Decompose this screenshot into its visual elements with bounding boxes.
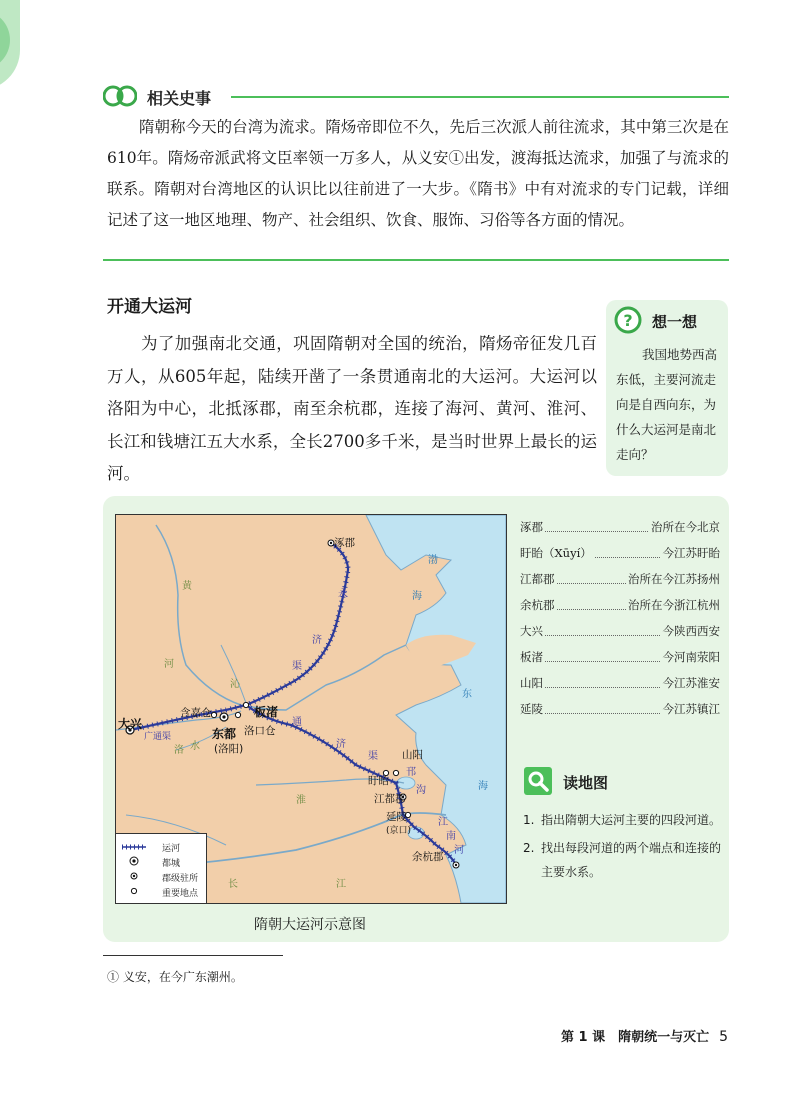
svg-text:?: ? <box>623 311 633 330</box>
page-footer <box>561 1026 728 1045</box>
river-label: 长 <box>228 879 238 890</box>
map-label-yanling: 延陵 <box>386 811 407 823</box>
list-item: 板渚 今河南荥阳 <box>520 644 720 670</box>
canal-label: 沟 <box>416 785 426 796</box>
map-label-jiangdujun: 江都郡 <box>374 793 406 805</box>
map-label-jingkou: (京口) <box>386 826 412 836</box>
river-label: 黄 <box>182 581 192 592</box>
canal-label: 南 <box>446 831 456 842</box>
water-label: 海 <box>412 591 422 602</box>
qin-river <box>221 645 246 703</box>
list-item: 余杭郡 治所在今浙江杭州 <box>520 592 720 618</box>
canal-label: 渠 <box>292 661 302 672</box>
place-list <box>520 514 720 722</box>
canal-label: 通 <box>292 717 302 728</box>
capital-marker-icon <box>120 855 148 867</box>
list-item: 江都郡 治所在今江苏扬州 <box>520 566 720 592</box>
place-marker-icon <box>120 885 148 897</box>
canal-label: 江 <box>438 817 448 828</box>
river-label: 河 <box>164 659 174 670</box>
map-label-dongdu: 东都 <box>212 727 237 741</box>
river-label: 江 <box>336 879 346 890</box>
canal-label: 河 <box>454 845 464 856</box>
water-label: 东 <box>462 689 472 700</box>
page-number: 5 <box>719 1029 728 1045</box>
river-label: 沁 <box>230 679 240 690</box>
list-item: 2. 找出每段河道的两个端点和连接的主要水系。 <box>523 841 722 879</box>
think-text <box>616 342 724 467</box>
map-label-luokoucang: 洛口仓 <box>244 725 276 737</box>
canal-label: 邗 <box>406 767 416 778</box>
related-history-text <box>107 112 729 236</box>
grand-canal-map <box>115 514 507 904</box>
map-label-zhuojun: 涿郡 <box>334 537 355 549</box>
section-title: 开通大运河 <box>107 297 192 317</box>
map-label-shanyang: 山阳 <box>402 749 423 761</box>
map-panel <box>103 496 729 942</box>
list-item: 1. 指出隋朝大运河主要的四段河道。 <box>523 813 722 827</box>
river-label: 淮 <box>296 795 306 806</box>
related-history-paragraph: 隋朝称今天的台湾为流求。隋炀帝即位不久，先后三次派人前往流求，其中第三次是在610年。隋炀帝派武将文臣率领一万多人，从义安①出发，渡海抵达流求，加强了与流求的联系。隋朝对台湾地区的认识比以往前进了一大步。《隋书》中有对流求的专门记载，详细记述了这一地区地理、物产、社会组织、饮食、服饰、习俗等各方面的情况。 <box>107 118 729 229</box>
list-item: 涿郡 治所在今北京 <box>520 514 720 540</box>
think-box <box>606 300 728 476</box>
map-caption: 隋朝大运河示意图 <box>254 917 366 933</box>
map-label-luoyang: (洛阳) <box>214 743 244 755</box>
water-label: 渤 <box>428 555 438 566</box>
lake <box>397 777 415 789</box>
map-label-hanjiacang: 含嘉仓 <box>180 707 212 719</box>
seat-marker-icon <box>120 870 148 882</box>
footnote: ① 义安，在今广东潮州。 <box>107 970 243 984</box>
map-label-xuyi: 盱眙 <box>368 775 389 787</box>
related-history-icon <box>103 82 137 110</box>
canal-label: 广通渠 <box>144 732 172 742</box>
list-item: 盱眙（Xūyí） 今江苏盱眙 <box>520 540 720 566</box>
footnote-divider <box>103 955 283 956</box>
related-history-header <box>103 82 729 110</box>
yellow-river <box>156 525 406 710</box>
river-label: 水 <box>190 741 200 752</box>
section-text <box>107 328 597 491</box>
map-legend: 运河 都城 郡级驻所 重要地点 <box>116 833 207 904</box>
canal-label: 渠 <box>368 751 378 762</box>
canal-line-icon <box>120 840 148 852</box>
question-icon <box>614 306 642 334</box>
list-item: 山阳 今江苏淮安 <box>520 670 720 696</box>
map-label-yuhangjun: 余杭郡 <box>412 851 444 863</box>
canal-label: 济 <box>312 635 322 646</box>
divider <box>231 96 729 98</box>
canal-label: 济 <box>336 739 346 750</box>
read-map-questions <box>523 808 723 888</box>
magnifier-icon <box>523 766 553 796</box>
section-paragraph: 为了加强南北交通，巩固隋朝对全国的统治，隋炀帝征发几百万人，从605年起，陆续开凿了一条贯通南北的大运河。大运河以洛阳为中心，北抵涿郡，南至余杭郡，连接了海河、黄河、淮河、长江和钱塘江五大水系，全长2700多千米，是当时世界上最长的运河。 <box>107 334 597 483</box>
list-item: 延陵 今江苏镇江 <box>520 696 720 722</box>
related-history-title: 相关史事 <box>147 89 212 108</box>
think-title: 想一想 <box>652 313 698 331</box>
canal-label: 永 <box>338 589 348 600</box>
map-label-daxing: 大兴 <box>118 717 143 731</box>
page-corner-tab <box>0 0 20 90</box>
map-label-banzhu: 板渚 <box>254 705 279 719</box>
think-paragraph: 我国地势西高东低，主要河流走向是自西向东，为什么大运河是南北走向？ <box>616 347 718 462</box>
water-label: 海 <box>478 781 488 792</box>
list-item: 大兴 今陕西西安 <box>520 618 720 644</box>
lesson-title: 第 1 课 隋朝统一与灭亡 <box>560 1030 710 1045</box>
divider <box>103 259 729 261</box>
river-label: 洛 <box>174 745 184 756</box>
read-map-title: 读地图 <box>563 774 609 792</box>
